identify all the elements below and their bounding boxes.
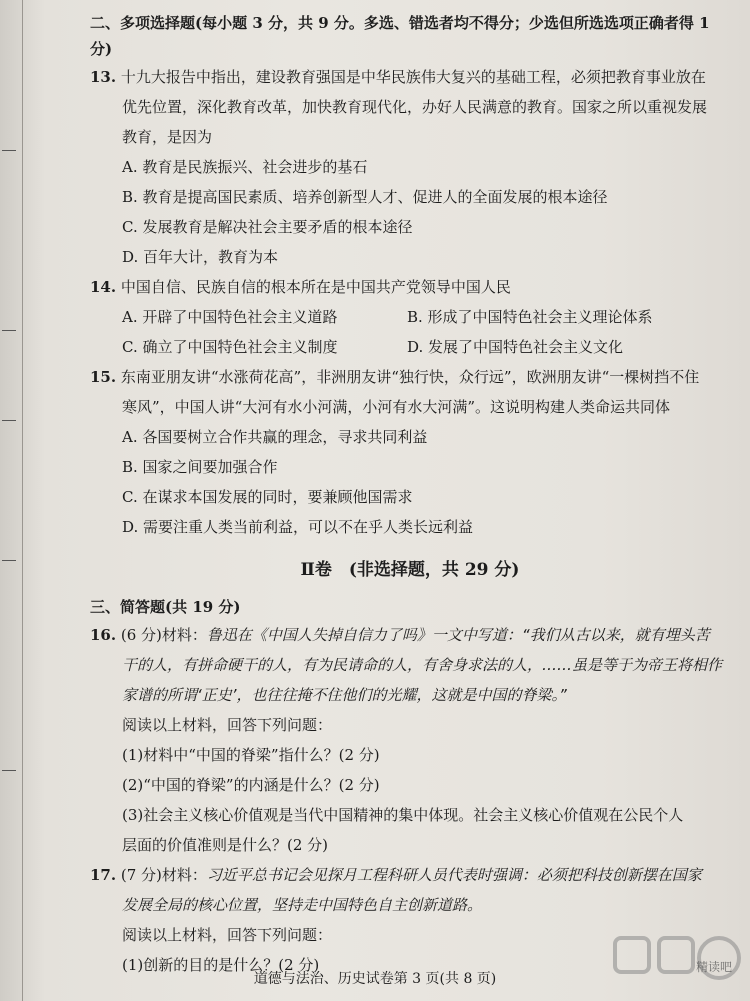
- q16-subquestion-1: (1)材料中“中国的脊梁”指什么？(2 分): [122, 746, 380, 764]
- q13-stem-line3: 教育，是因为: [122, 128, 213, 146]
- q15-option-c: C. 在谋求本国发展的同时，要兼顾他国需求: [122, 488, 413, 506]
- part-2-title: Ⅱ卷 (非选择题，共 29 分): [300, 560, 520, 580]
- q16-prompt: 阅读以上材料，回答下列问题：: [122, 716, 333, 734]
- section-2-title: 二、多项选择题(每小题 3 分，共 9 分。多选、错选者均不得分；少选但所选选项正确者得 1 分): [90, 14, 710, 58]
- q16-material-line3: 家谱的所谓‘正史’，也往往掩不住他们的光耀，这就是中国的脊梁。”: [122, 686, 567, 704]
- q16-subquestion-2: (2)“中国的脊梁”的内涵是什么？(2 分): [122, 776, 380, 794]
- q16-material-line1: 鲁迅在《中国人失掉自信力了吗》一文中写道：“我们从古以来，就有埋头苦: [206, 626, 710, 644]
- q17-prompt: 阅读以上材料，回答下列问题：: [122, 926, 333, 944]
- q13-option-d: D. 百年大计，教育为本: [122, 248, 279, 266]
- q17-score: (7 分)材料：: [120, 866, 207, 884]
- q15-number: 15.: [90, 368, 117, 386]
- q14-option-d: D. 发展了中国特色社会主义文化: [407, 338, 624, 356]
- q17-material-line1: 习近平总书记会见探月工程科研人员代表时强调：必须把科技创新摆在国家: [206, 866, 702, 884]
- q16-subquestion-3-cont: 层面的价值准则是什么？(2 分): [122, 836, 329, 854]
- q17-material-line2: 发展全局的核心位置，坚持走中国特色自主创新道路。: [122, 896, 483, 914]
- q13-number: 13.: [90, 68, 117, 86]
- q14-option-b: B. 形成了中国特色社会主义理论体系: [407, 308, 653, 326]
- q14-number: 14.: [90, 278, 117, 296]
- page-footer: 道德与法治、历史试卷第 3 页(共 8 页): [253, 971, 497, 987]
- q13-option-c: C. 发展教育是解决社会主要矛盾的根本途径: [122, 218, 413, 236]
- watermark-text: 精读吧: [695, 960, 732, 974]
- q15-stem-line2: 寒风”，中国人讲“大河有水小河满，小河有水大河满”。这说明构建人类命运共同体: [122, 398, 671, 416]
- question-16: [90, 620, 730, 860]
- q14-option-c: C. 确立了中国特色社会主义制度: [122, 338, 338, 356]
- q15-option-d: D. 需要注重人类当前利益，可以不在乎人类长远利益: [122, 518, 474, 536]
- q16-score: (6 分)材料：: [120, 626, 207, 644]
- q16-subquestion-3: (3)社会主义核心价值观是当代中国精神的集中体现。社会主义核心价值观在公民个人: [122, 806, 684, 824]
- question-14: [90, 272, 730, 362]
- q16-number: 16.: [90, 626, 117, 644]
- q14-stem: 中国自信、民族自信的根本所在是中国共产党领导中国人民: [120, 278, 511, 296]
- q17-subquestion-1: (1)创新的目的是什么？(2 分): [122, 956, 320, 974]
- question-13: [90, 62, 730, 272]
- q13-option-a: A. 教育是民族振兴、社会进步的基石: [122, 158, 368, 176]
- q14-option-a: A. 开辟了中国特色社会主义道路: [122, 308, 338, 326]
- q13-option-b: B. 教育是提高国民素质、培养创新型人才、促进人的全面发展的根本途径: [122, 188, 608, 206]
- q13-stem: 十九大报告中指出，建设教育强国是中华民族伟大复兴的基础工程，必须把教育事业放在: [120, 68, 706, 86]
- q13-stem-line2: 优先位置，深化教育改革，加快教育现代化，办好人民满意的教育。国家之所以重视发展: [122, 98, 708, 116]
- section-3-title: 三、简答题(共 19 分): [90, 598, 241, 616]
- q15-stem: 东南亚朋友讲“水涨荷花高”，非洲朋友讲“独行快，众行远”，欧洲朋友讲“一棵树挡不住: [120, 368, 700, 386]
- q16-material-line2: 干的人，有拼命硬干的人，有为民请命的人，有舍身求法的人，……虽是等于为帝王将相作: [122, 656, 723, 674]
- binding-margin: [0, 0, 23, 1001]
- question-15: [90, 362, 730, 542]
- q15-option-a: A. 各国要树立合作共赢的理念，寻求共同利益: [122, 428, 428, 446]
- q17-number: 17.: [90, 866, 117, 884]
- q15-option-b: B. 国家之间要加强合作: [122, 458, 278, 476]
- exam-page-content: [90, 10, 730, 980]
